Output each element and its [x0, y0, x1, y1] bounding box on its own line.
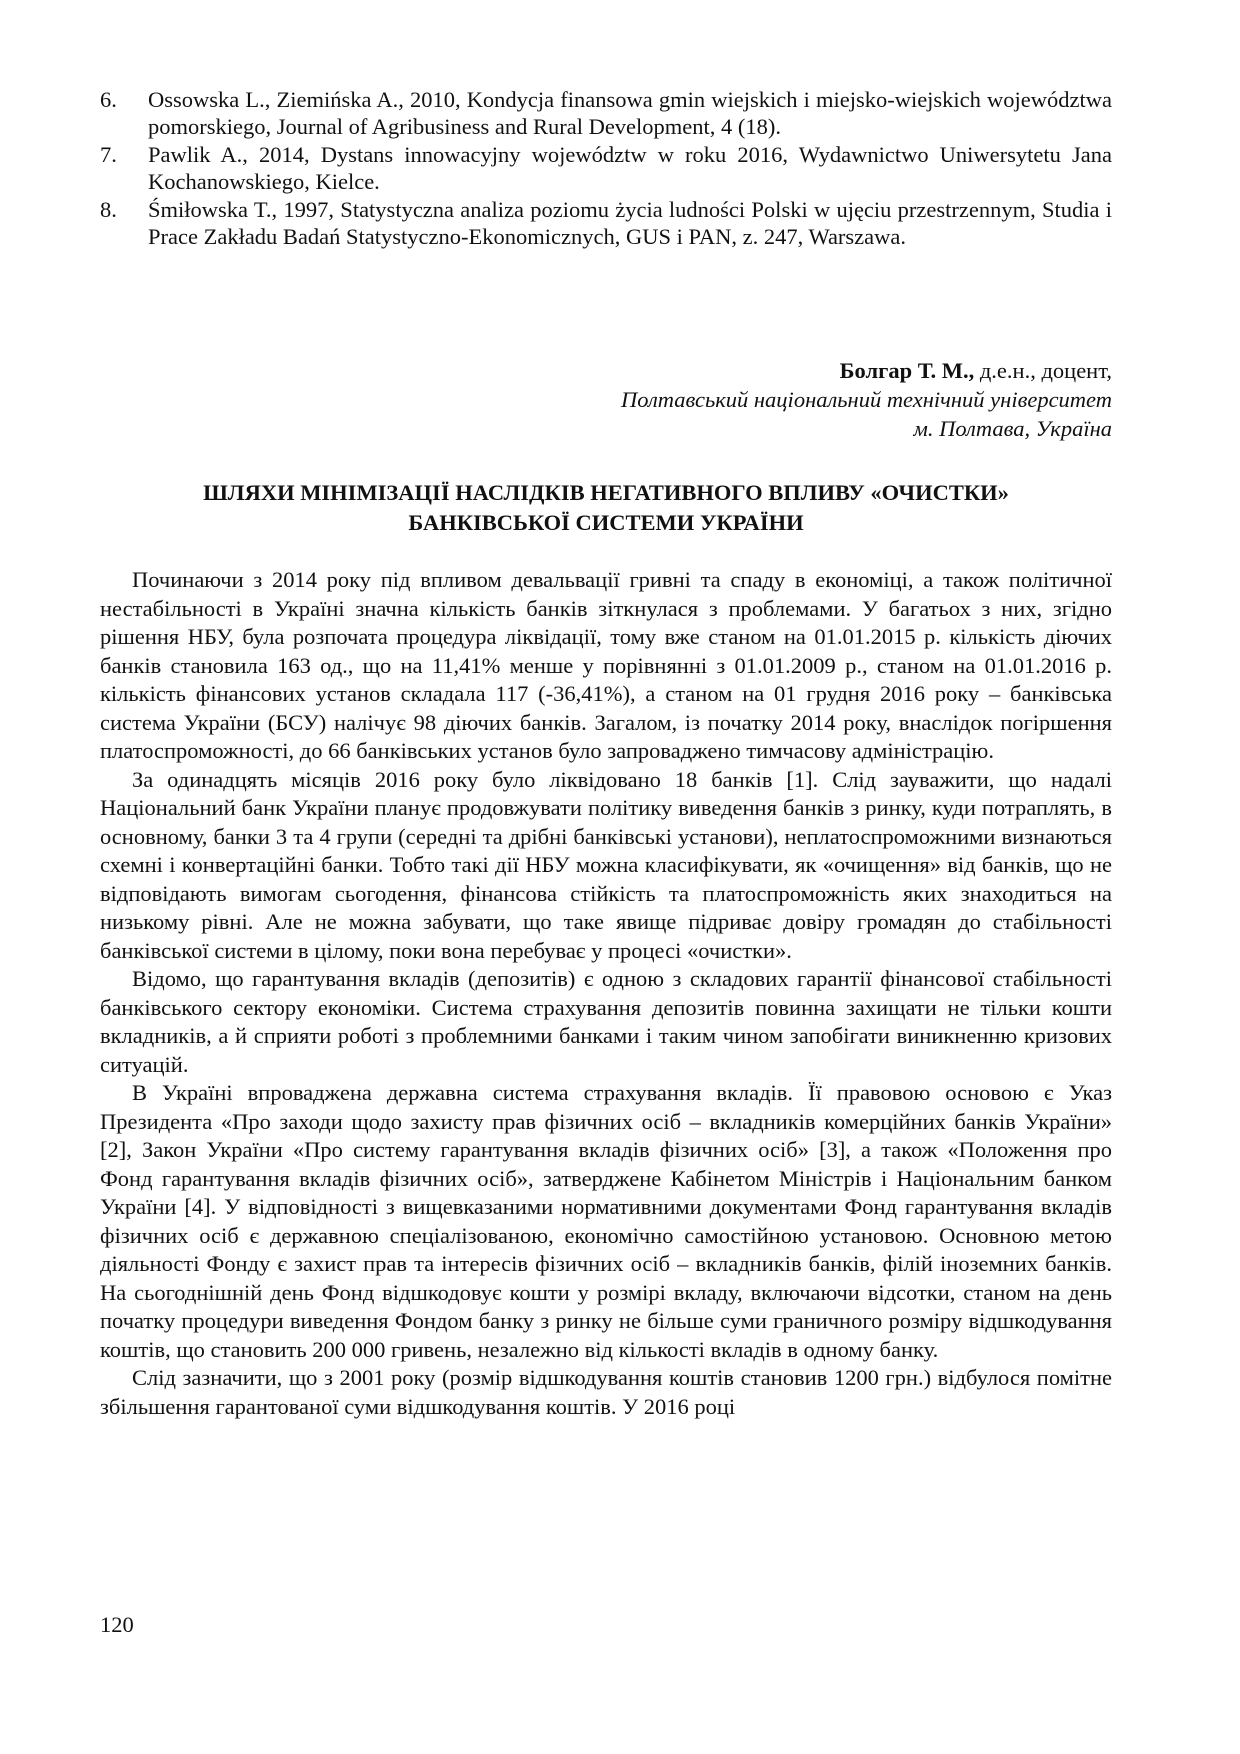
body-paragraph: Слід зазначити, що з 2001 року (розмір відшкодування коштів становив 1200 грн.) відбулося помітне збільшення гарантованої суми відшкодування коштів. У 2016 році [100, 1365, 1112, 1419]
author-affiliation: Полтавський національний технічний університет [621, 387, 1112, 412]
reference-text: Pawlik A., 2014, Dystans innowacyjny województw w roku 2016, Wydawnictwo Uniwersytetu Jana Kochanowskiego, Kielce. [148, 142, 1112, 194]
article-body [100, 566, 1112, 1421]
author-line [412, 356, 1112, 385]
reference-text: Śmiłowska T., 1997, Statystyczna analiza poziomu życia ludności Polski w ujęciu przestrzennym, Studia i Prace Zakładu Badań Statystyczno-Ekonomicznych, GUS i PAN, z. 247, Warszawa. [148, 197, 1112, 249]
reference-item [100, 141, 1112, 195]
reference-list [100, 86, 1112, 251]
reference-item [100, 86, 1112, 140]
body-paragraph: За одинадцять місяців 2016 року було ліквідовано 18 банків [1]. Слід зауважити, що надалі Національний банк України планує продовжувати політику виведення банків з ринку, куди потраплять, в основному, банки 3 та 4 групи (середні та дрібні банківські установи), неплатоспроможними визнаються схемні і конвертаційні банки. Тобто такі дії НБУ можна класифікувати, як «очищення» від банків, що не відповідають вимогам сьогодення, фінансова стійкість та платоспроможність яких знаходиться на низькому рівні. Але не можна забувати, що таке явище підриває довіру громадян до стабільності банківської системи в цілому, поки вона перебуває у процесі «очистки». [100, 766, 1112, 963]
article-title [100, 478, 1112, 538]
author-degree: д.е.н., доцент, [974, 358, 1112, 383]
body-paragraph: В Україні впроваджена державна система страхування вкладів. Її правовою основою є Указ Президента «Про заходи щодо захисту прав фізичних осіб – вкладників комерційних банків України» [2], Закон України «Про систему гарантування вкладів фізичних осіб» [3], а також «Положення про Фонд гарантування вкладів фізичних осіб», затверджене Кабінетом Міністрів і Національним банком України [4]. У відповідності з вищевказаними нормативними документами Фонд гарантування вкладів фізичних осіб є державною спеціалізованою, економічно самостійною установою. Основною метою діяльності Фонду є захист прав та інтересів фізичних осіб – вкладників банків, філій іноземних банків. На сьогоднішній день Фонд відшкодовує кошти у розмірі вкладу, включаючи відсотки, станом на день початку процедури виведення Фондом банку з ринку не більше суми граничного розміру відшкодування коштів, що становить 200 000 гривень, незалежно від кількості вкладів в одному банку. [100, 1080, 1112, 1362]
author-block [412, 356, 1112, 443]
article-title-line: БАНКІВСЬКОЇ СИСТЕМИ УКРАЇНИ [408, 510, 804, 535]
page-number: 120 [100, 1612, 134, 1637]
body-paragraph: Відомо, що гарантування вкладів (депозитів) є одною з складових гарантії фінансової стабільності банківського сектору економіки. Система страхування депозитів повинна захищати не тільки кошти вкладників, а й сприяти роботі з проблемними банками і таким чином запобігати виникненню кризових ситуацій. [100, 966, 1112, 1077]
author-location: м. Полтава, Україна [913, 416, 1112, 441]
author-name: Болгар Т. М., [839, 358, 975, 383]
reference-number: 7. [100, 142, 117, 167]
reference-number: 8. [100, 197, 117, 222]
reference-number: 6. [100, 87, 117, 112]
body-paragraph: Починаючи з 2014 року під впливом девальвації гривні та спаду в економіці, а також політичної нестабільності в Україні значна кількість банків зіткнулася з проблемами. У багатьох з них, згідно рішення НБУ, була розпочата процедура ліквідації, тому вже станом на 01.01.2015 р. кількість діючих банків становила 163 од., що на 11,41% менше у порівнянні з 01.01.2009 р., станом на 01.01.2016 р. кількість фінансових установ складала 117 (-36,41%), а станом на 01 грудня 2016 року – банківська система України (БСУ) налічує 98 діючих банків. Загалом, із початку 2014 року, внаслідок погіршення платоспроможності, до 66 банківських установ було запроваджено тимчасову адміністрацію. [100, 567, 1112, 763]
reference-text: Ossowska L., Ziemińska A., 2010, Kondycja finansowa gmin wiejskich i miejsko-wiejskich województwa pomorskiego, Journal of Agribusiness and Rural Development, 4 (18). [148, 87, 1112, 139]
article-title-line: ШЛЯХИ МІНІМІЗАЦІЇ НАСЛІДКІВ НЕГАТИВНОГО ВПЛИВУ «ОЧИСТКИ» [203, 480, 1009, 505]
reference-item [100, 196, 1112, 250]
